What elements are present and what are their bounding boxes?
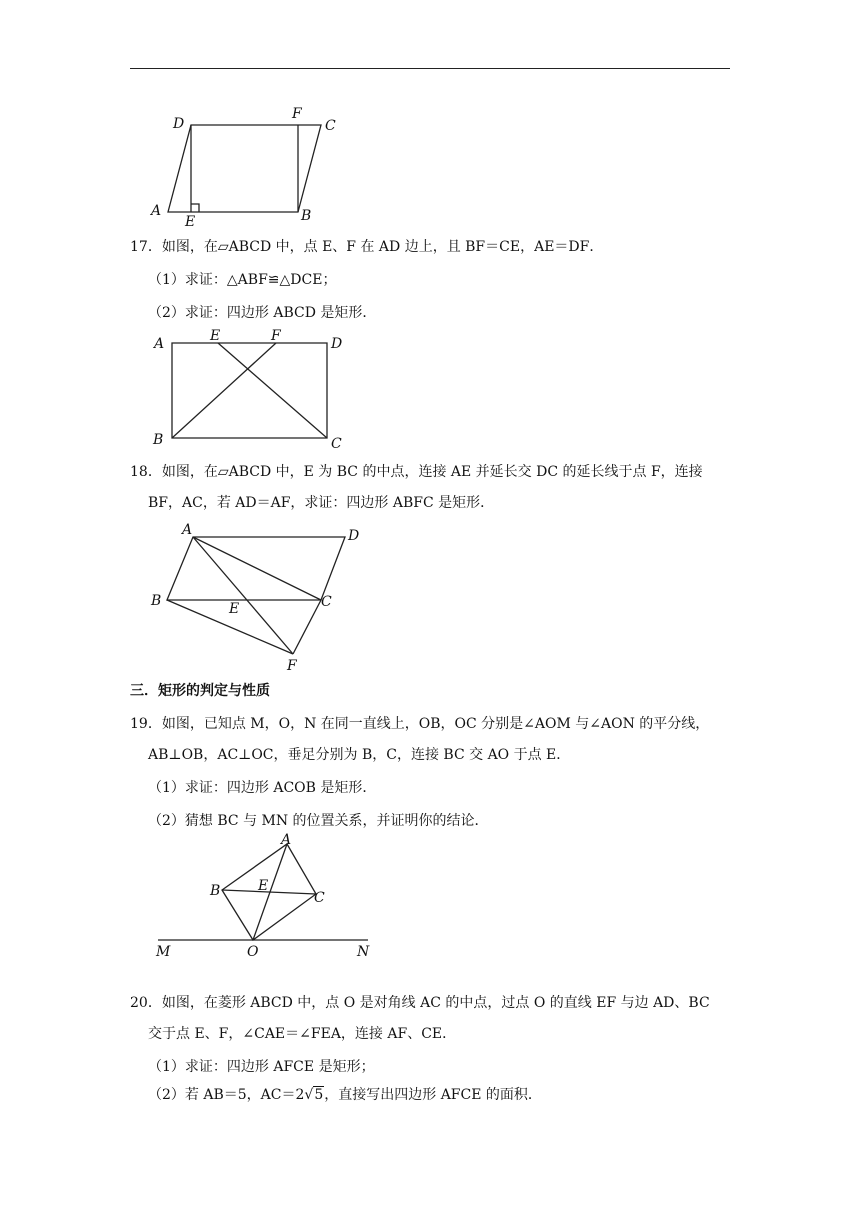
q19-line2: AB⊥OB，AC⊥OC，垂足分别为 B，C，连接 BC 交 AO 于点 E． bbox=[148, 747, 571, 763]
q18-line2: BF，AC，若 AD＝AF，求证：四边形 ABFC 是矩形． bbox=[148, 495, 495, 511]
label-D: D bbox=[173, 116, 185, 132]
label-M: M bbox=[156, 944, 171, 960]
figure-18-parallelogram bbox=[145, 520, 375, 675]
q20-line2: 交于点 E、F，∠CAE＝∠FEA，连接 AF、CE． bbox=[148, 1026, 457, 1042]
segment-ec bbox=[218, 343, 327, 438]
q20-part2 bbox=[148, 1085, 542, 1105]
label-N: N bbox=[357, 944, 370, 960]
label-A: A bbox=[154, 336, 165, 352]
label-B: B bbox=[210, 883, 221, 899]
label-F: F bbox=[271, 328, 281, 344]
q17-part1: （1）求证：△ABF≌△DCE； bbox=[148, 272, 337, 288]
label-D: D bbox=[348, 528, 360, 544]
right-angle-mark bbox=[191, 204, 199, 212]
label-D: D bbox=[331, 336, 343, 352]
q19-part1: （1）求证：四边形 ACOB 是矩形． bbox=[148, 780, 377, 796]
label-C: C bbox=[321, 594, 332, 610]
label-E: E bbox=[210, 328, 221, 344]
q20-part2-prefix: （2）若 AB＝5，AC＝2 bbox=[148, 1087, 305, 1103]
header-rule bbox=[130, 68, 730, 69]
segment-cf bbox=[293, 600, 321, 654]
sqrt-radicand: 5 bbox=[314, 1087, 324, 1103]
section-3-title: 三．矩形的判定与性质 bbox=[130, 683, 270, 699]
q17-part2: （2）求证：四边形 ABCD 是矩形． bbox=[148, 305, 377, 321]
rectangle-abcd bbox=[172, 343, 327, 438]
q19-line1: 19．如图，已知点 M，O，N 在同一直线上，OB，OC 分别是∠AOM 与∠AON 的平分线， bbox=[130, 716, 710, 732]
figure-16-parallelogram bbox=[145, 100, 365, 230]
label-B: B bbox=[151, 593, 162, 609]
q20-part2-suffix: ，直接写出四边形 AFCE 的面积． bbox=[324, 1087, 542, 1103]
label-C: C bbox=[325, 118, 336, 134]
label-C: C bbox=[331, 436, 342, 452]
label-F: F bbox=[287, 658, 297, 674]
label-F: F bbox=[292, 106, 302, 122]
q20-line1: 20．如图，在菱形 ABCD 中，点 O 是对角线 AC 的中点，过点 O 的直线 EF 与边 AD、BC bbox=[130, 995, 710, 1011]
label-O: O bbox=[247, 944, 259, 960]
label-E: E bbox=[258, 878, 269, 894]
label-A: A bbox=[151, 203, 162, 219]
label-E: E bbox=[185, 214, 196, 230]
sqrt-sign: √ bbox=[304, 1087, 314, 1103]
label-B: B bbox=[301, 208, 312, 224]
label-B: B bbox=[153, 432, 164, 448]
q18-line1: 18．如图，在▱ABCD 中，E 为 BC 的中点，连接 AE 并延长交 DC 的延长线于点 F，连接 bbox=[130, 464, 703, 480]
segment-af bbox=[193, 537, 293, 654]
label-A: A bbox=[281, 832, 292, 848]
q19-part2: （2）猜想 BC 与 MN 的位置关系，并证明你的结论． bbox=[148, 813, 489, 829]
label-E: E bbox=[229, 601, 240, 617]
q20-part1: （1）求证：四边形 AFCE 是矩形； bbox=[148, 1059, 375, 1075]
label-C: C bbox=[314, 890, 325, 906]
segment-fb bbox=[172, 343, 276, 438]
label-A: A bbox=[182, 522, 193, 538]
figure-17-rectangle bbox=[150, 328, 350, 453]
segment-ac bbox=[193, 537, 321, 600]
q17-stem: 17．如图，在▱ABCD 中，点 E、F 在 AD 边上，且 BF＝CE，AE＝DF． bbox=[130, 239, 604, 255]
figure-19-rectangle-on-line bbox=[150, 832, 390, 962]
